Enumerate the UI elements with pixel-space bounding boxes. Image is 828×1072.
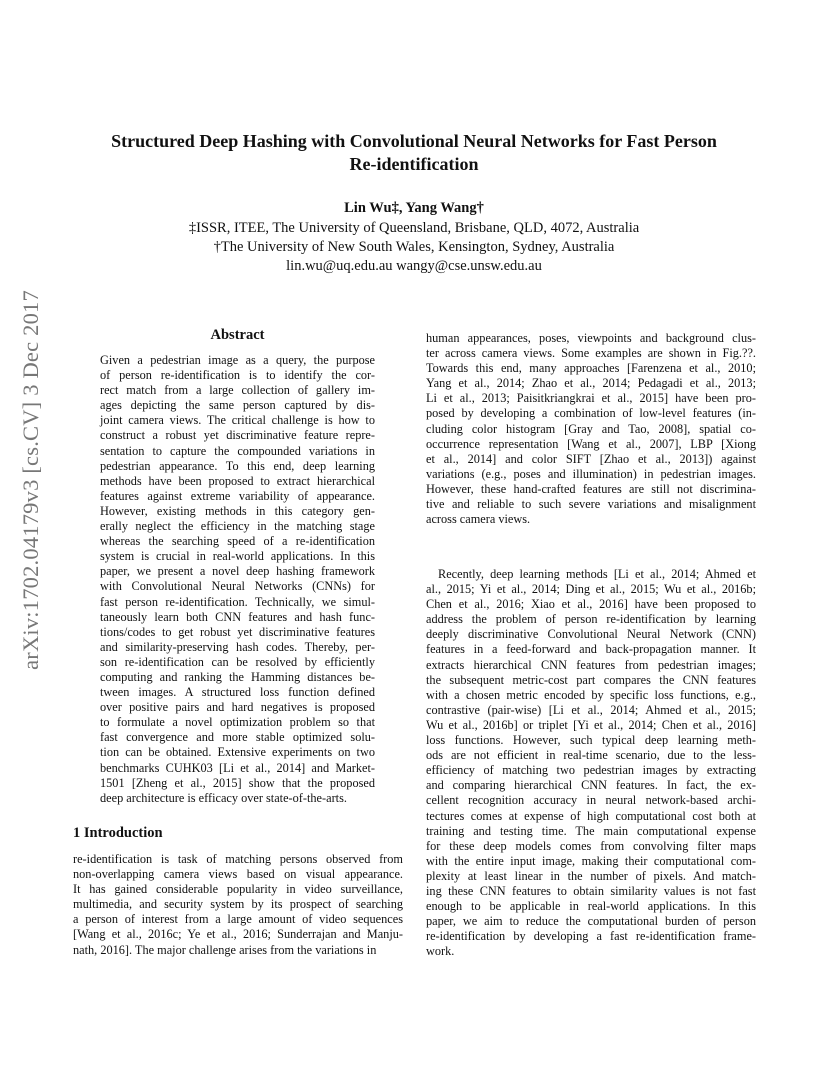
text-line: occurrence representation [Wang et al., 2007], LBP [Xiong [426,436,756,451]
text-line: However, these hand-crafted features are still not discrimina- [426,481,756,496]
text-line: 1501 [Zheng et al., 2015] show that the proposed [100,775,375,790]
text-line: sentation to capture the compounded variations in [100,443,375,458]
text-line: tectures comes at expense of high computational cost both at [426,808,756,823]
abstract-body [100,353,375,806]
text-line: plexity at least linear in the number of pixels. And match- [426,868,756,883]
text-line: rect match from a large collection of gallery im- [100,383,375,398]
text-line: over positive pairs and hard negatives is proposed [100,700,375,715]
text-line: to formulate a novel optimization problem so that [100,715,375,730]
text-line: ages depicting the same person captured by dis- [100,398,375,413]
text-line: work. [426,944,455,959]
text-line: cellent recognition accuracy in neural network-based archi- [426,793,756,808]
author-emails[interactable]: lin.wu@uq.edu.au wangy@cse.unsw.edu.au [286,258,542,274]
text-line: fast person re-identification. Technically, we simul- [100,594,375,609]
text-line: training and testing time. The main computational expense [426,823,756,838]
text-line: deep architecture is efficacy over state-of-the-arts. [100,790,347,805]
paper-title [60,130,768,176]
section-heading-introduction: 1 Introduction [73,825,163,841]
text-line: computing and ranking the Hamming distances be- [100,669,375,684]
text-line: contrastive (pair-wise) [Li et al., 2014; Ahmed et al., 2015; [426,702,756,717]
right-column-paragraph-1 [426,331,756,527]
text-line: methods have been proposed to extract hierarchical [100,473,375,488]
affiliation-uq: ‡ISSR, ITEE, The University of Queensland, Brisbane, QLD, 4072, Australia [188,220,640,236]
text-line: tion can be obtained. Extensive experiments on two [100,745,375,760]
authors: Lin Wu‡, Yang Wang† [344,200,484,216]
text-line: al., 2015; Yi et al., 2014; Ding et al., 2015; Wu et al., 2016b; [426,582,756,597]
introduction-text [73,852,403,958]
text-line: posed by developing a combination of low-level features (in- [426,406,756,421]
text-line: However, existing methods in this category gen- [100,503,375,518]
text-line: features in a feed-forward and back-propagation manner. It [426,642,756,657]
text-line: re-identification by developing a fast re-identification frame- [426,929,756,944]
text-line: Towards this end, many approaches [Farenzena et al., 2010; [426,361,756,376]
affiliation-unsw: †The University of New South Wales, Kensington, Sydney, Australia [213,239,615,255]
text-line: features against extreme variability of appearance. [100,488,375,503]
text-line: tions/codes to get robust yet discriminative features [100,624,375,639]
text-line: It has gained considerable popularity in video surveillance, [73,882,403,897]
text-line: enough to be applicable in real-world applications. In this [426,899,756,914]
text-line: ods are not efficient in real-time scenario, due to the less- [426,748,756,763]
text-line: extracts hierarchical CNN features from pedestrian images; [426,657,756,672]
text-line: construct a robust yet discriminative feature repre- [100,428,375,443]
text-line: tween images. A structured loss function defined [100,685,375,700]
text-line: taneously learn both CNN features and hash func- [100,609,375,624]
text-line: et al., 2014] and color SIFT [Zhao et al., 2013]) against [426,451,756,466]
abstract-heading: Abstract [210,327,265,343]
text-line: [Wang et al., 2016c; Ye et al., 2016; Sunderrajan and Manju- [73,927,403,942]
arxiv-stamp [14,290,48,670]
text-line: loss functions. However, such typical deep learning meth- [426,733,756,748]
text-line: human appearances, poses, viewpoints and background clus- [426,331,756,345]
text-line: whereas the searching speed of a re-identification [100,534,375,549]
text-line: multimedia, and security system by its prospect of searching [73,897,403,912]
text-line: pedestrian appearance. To this end, deep learning [100,458,375,473]
arxiv-stamp-text: arXiv:1702.04179v3 [cs.CV] 3 Dec 2017 [18,290,43,670]
right-column-paragraph-2 [426,567,756,959]
text-line: with a chosen metric encoded by specific loss functions, e.g., [426,687,756,702]
text-line: system is crucial in real-world applications. In this [100,549,375,564]
text-line: of person re-identification is to identify the cor- [100,368,375,383]
text-line: benchmarks CUHK03 [Li et al., 2014] and Market- [100,760,375,775]
text-line: ter across camera views. Some examples are shown in Fig.??. [426,346,756,361]
text-line: variations (e.g., poses and illumination) in pedestrian images. [426,466,756,481]
text-line: non-overlapping camera views based on visual appearance. [73,867,403,882]
text-line: Given a pedestrian image as a query, the purpose [100,353,375,367]
text-line: son re-identification can be resolved by efficiently [100,654,375,669]
text-line: Yang et al., 2014; Zhao et al., 2014; Pedagadi et al., 2013; [426,376,756,391]
text-line: ing these CNN features to obtain similarity values is not fast [426,883,756,898]
title-line-2: Re-identification [349,154,479,174]
text-line: Recently, deep learning methods [Li et al., 2014; Ahmed et [438,567,756,581]
text-line: and similarity-preserving hash codes. Thereby, per- [100,639,375,654]
text-line: a person of interest from a large amount of video sequences [73,912,403,927]
text-line: nath, 2016]. The major challenge arises from the variations in [73,942,377,957]
text-line: and comparing hierarchical CNN features. In fact, the ex- [426,778,756,793]
text-line: paper, we aim to reduce the computational burden of person [426,914,756,929]
text-line: re-identification is task of matching persons observed from [73,852,403,866]
text-line: erally neglect the efficiency in the matching stage [100,519,375,534]
text-line: joint camera views. The critical challenge is how to [100,413,375,428]
text-line: with Convolutional Neural Networks (CNNs) for [100,579,375,594]
title-line-1: Structured Deep Hashing with Convolutional Neural Networks for Fast Person [111,131,717,151]
text-line: across camera views. [426,512,531,527]
text-line: the subsequent metric-cost part compares the CNN features [426,672,756,687]
text-line: address the problem of person re-identification by learning [426,612,756,627]
text-line: deeply discriminative Convolutional Neural Network (CNN) [426,627,756,642]
text-line: paper, we present a novel deep hashing framework [100,564,375,579]
text-line: cluding color histogram [Gray and Tao, 2008], spatial co- [426,421,756,436]
text-line: tive and reliable to such severe variations and misalignment [426,497,756,512]
text-line: fast convergence and more stable optimized solu- [100,730,375,745]
text-line: Wu et al., 2016b] or triplet [Yi et al., 2014; Chen et al., 2016] [426,717,756,732]
text-line: Chen et al., 2016; Xiao et al., 2016] have been proposed to [426,597,756,612]
text-line: efficiency of matching two pedestrian images by extracting [426,763,756,778]
text-line: with the entire input image, making their computational com- [426,853,756,868]
text-line: for these deep models comes from convolving filter maps [426,838,756,853]
text-line: Li et al., 2013; Paisitkriangkrai et al., 2015] have been pro- [426,391,756,406]
